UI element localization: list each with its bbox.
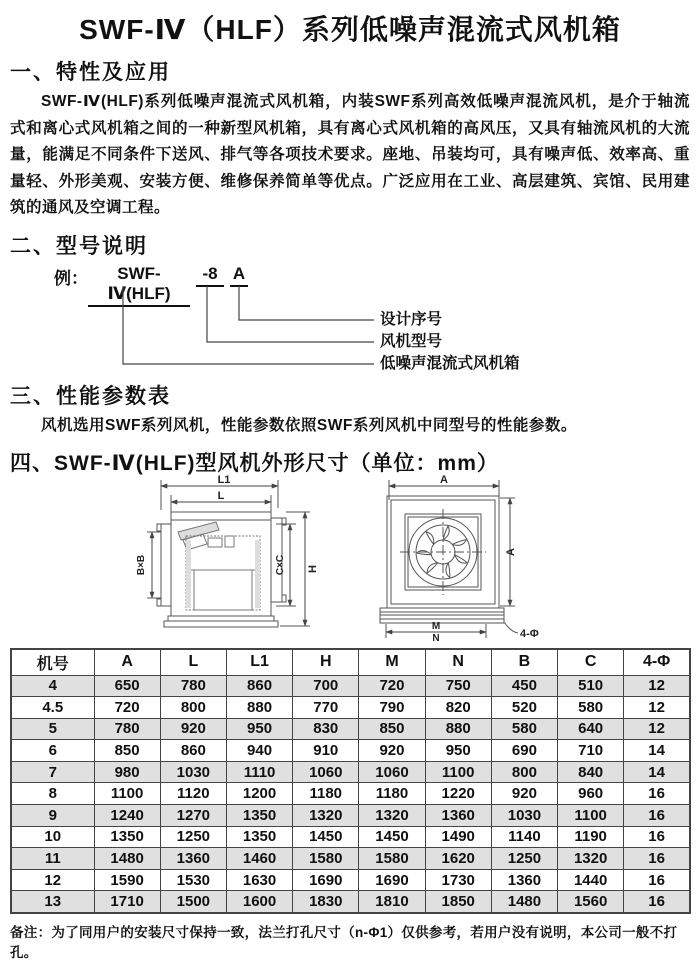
dimension-table [10, 648, 691, 914]
section-3-body: 风机选用SWF系列风机，性能参数依照SWF系列风机中同型号的性能参数。 [41, 416, 577, 434]
dimension-drawings [0, 474, 700, 646]
table-cell: 1440 [558, 869, 624, 891]
table-cell: 1480 [491, 891, 557, 913]
table-cell: 1480 [94, 848, 160, 870]
table-cell: 1360 [491, 869, 557, 891]
table-cell: 1560 [558, 891, 624, 913]
table-row [11, 783, 690, 805]
table-cell: 1220 [425, 783, 491, 805]
table-cell: 1100 [558, 805, 624, 827]
table-cell: 1060 [293, 761, 359, 783]
table-cell: 12 [624, 718, 690, 740]
table-cell: 580 [558, 697, 624, 719]
dim-label-holes: 4-Φ [520, 628, 539, 640]
label-design-serial: 设计序号 [380, 310, 443, 328]
table-cell: 1580 [359, 848, 425, 870]
table-row [11, 891, 690, 913]
label-box-name: 低噪声混流式风机箱 [380, 354, 520, 372]
table-cell: 1030 [160, 761, 226, 783]
table-row [11, 675, 690, 697]
table-cell: 1850 [425, 891, 491, 913]
table-row [11, 805, 690, 827]
table-cell: 1100 [425, 761, 491, 783]
table-row [11, 869, 690, 891]
table-cell: 7 [11, 761, 94, 783]
table-cell: 1190 [558, 826, 624, 848]
table-cell: 1320 [293, 805, 359, 827]
table-row [11, 718, 690, 740]
table-cell: 12 [11, 869, 94, 891]
table-cell: 1590 [94, 869, 160, 891]
table-cell: 580 [491, 718, 557, 740]
table-cell: 950 [226, 718, 292, 740]
table-cell: 950 [425, 740, 491, 762]
table-cell: 700 [293, 675, 359, 697]
table-cell: 830 [293, 718, 359, 740]
table-cell: 1320 [558, 848, 624, 870]
table-cell: 1200 [226, 783, 292, 805]
table-row [11, 740, 690, 762]
table-cell: 1350 [226, 805, 292, 827]
section-2-heading: 二、型号说明 [10, 234, 148, 258]
table-cell: 790 [359, 697, 425, 719]
table-cell: 880 [226, 697, 292, 719]
table-cell: 720 [94, 697, 160, 719]
table-cell: 1450 [359, 826, 425, 848]
model-leader-lines [0, 262, 700, 372]
table-cell: 1530 [160, 869, 226, 891]
table-cell: 1360 [425, 805, 491, 827]
col-header-holes: 4-Φ [624, 649, 690, 675]
dim-label-l1: L1 [217, 474, 231, 486]
table-cell: 16 [624, 826, 690, 848]
table-cell: 770 [293, 697, 359, 719]
table-cell: 510 [558, 675, 624, 697]
table-row [11, 761, 690, 783]
table-cell: 16 [624, 869, 690, 891]
table-cell: 650 [94, 675, 160, 697]
table-cell: 4 [11, 675, 94, 697]
dim-label-l: L [217, 490, 225, 502]
table-cell: 1180 [359, 783, 425, 805]
table-cell: 800 [491, 761, 557, 783]
table-cell: 1120 [160, 783, 226, 805]
col-header-h: H [293, 649, 359, 675]
table-cell: 780 [94, 718, 160, 740]
table-cell: 880 [425, 718, 491, 740]
table-cell: 5 [11, 718, 94, 740]
section-3-heading: 三、性能参数表 [10, 384, 171, 408]
col-header-l: L [160, 649, 226, 675]
model-segment-series: SWF-Ⅳ(HLF) [88, 264, 190, 307]
table-cell: 860 [226, 675, 292, 697]
table-cell: 1690 [293, 869, 359, 891]
table-row [11, 848, 690, 870]
table-cell: 16 [624, 848, 690, 870]
section-1-heading: 一、特性及应用 [10, 61, 171, 84]
table-header-row [11, 649, 690, 675]
section-1-body: SWF-Ⅳ(HLF)系列低噪声混流式风机箱，内装SWF系列高效低噪声混流风机，是介于轴流式和离心式风机箱之间的一种新型风机箱，具有离心式风机箱的高风压，又具有轴流风机的大流量，能满足不同条件下送风、排气等各项技术要求。座地、吊装均可，具有噪声低、效率高、重量轻、外形美观、安装方便、维修保养简单等优点。广泛应用在工业、高层建筑、宾馆、民用建筑的通风及空调工程。 [10, 93, 690, 216]
model-code-diagram [0, 262, 700, 372]
dim-label-n: N [432, 633, 440, 644]
col-header-n: N [425, 649, 491, 675]
dim-label-a-side: A [505, 548, 517, 556]
page-title: SWF-Ⅳ（HLF）系列低噪声混流式风机箱 [79, 14, 621, 45]
col-header-b: B [491, 649, 557, 675]
table-cell: 11 [11, 848, 94, 870]
table-cell: 960 [558, 783, 624, 805]
table-cell: 13 [11, 891, 94, 913]
dim-label-bxb: B×B [136, 554, 147, 576]
table-cell: 4.5 [11, 697, 94, 719]
table-cell: 450 [491, 675, 557, 697]
table-cell: 1620 [425, 848, 491, 870]
table-cell: 1600 [226, 891, 292, 913]
model-segment-size: -8 [196, 264, 224, 287]
dim-label-h: H [307, 565, 319, 573]
table-cell: 1100 [94, 783, 160, 805]
table-cell: 1690 [359, 869, 425, 891]
table-cell: 9 [11, 805, 94, 827]
col-header-a: A [94, 649, 160, 675]
table-cell: 1360 [160, 848, 226, 870]
table-cell: 1250 [160, 826, 226, 848]
table-cell: 640 [558, 718, 624, 740]
dim-label-cxc: C×C [275, 554, 286, 576]
table-cell: 920 [160, 718, 226, 740]
table-cell: 710 [558, 740, 624, 762]
table-cell: 1450 [293, 826, 359, 848]
footnote: 备注：为了同用户的安装尺寸保持一致，法兰打孔尺寸（n-Φ1）仅供参考，若用户没有说明，本公司一般不打孔。 [10, 924, 678, 960]
table-cell: 10 [11, 826, 94, 848]
table-cell: 1500 [160, 891, 226, 913]
table-cell: 1030 [491, 805, 557, 827]
table-cell: 1320 [359, 805, 425, 827]
col-header-c: C [558, 649, 624, 675]
model-example-prefix: 例： [54, 268, 88, 288]
table-cell: 820 [425, 697, 491, 719]
table-cell: 12 [624, 675, 690, 697]
table-cell: 16 [624, 891, 690, 913]
dimension-table-body [11, 675, 690, 913]
dimension-table-header [11, 649, 690, 675]
table-cell: 1830 [293, 891, 359, 913]
label-fan-model: 风机型号 [380, 332, 443, 350]
table-cell: 16 [624, 783, 690, 805]
table-cell: 1110 [226, 761, 292, 783]
table-cell: 1810 [359, 891, 425, 913]
table-cell: 12 [624, 697, 690, 719]
table-cell: 750 [425, 675, 491, 697]
table-cell: 840 [558, 761, 624, 783]
table-cell: 800 [160, 697, 226, 719]
table-cell: 1730 [425, 869, 491, 891]
table-cell: 1060 [359, 761, 425, 783]
table-cell: 1490 [425, 826, 491, 848]
table-cell: 980 [94, 761, 160, 783]
col-header-m: M [359, 649, 425, 675]
table-cell: 6 [11, 740, 94, 762]
table-cell: 850 [94, 740, 160, 762]
section-4-heading: 四、SWF-Ⅳ(HLF)型风机外形尺寸（单位：mm） [10, 452, 499, 475]
table-row [11, 826, 690, 848]
model-segment-revision: A [230, 264, 248, 287]
side-view-drawing [128, 474, 373, 646]
table-cell: 520 [491, 697, 557, 719]
table-cell: 1710 [94, 891, 160, 913]
dim-label-m: M [431, 621, 441, 632]
table-cell: 910 [293, 740, 359, 762]
table-cell: 940 [226, 740, 292, 762]
table-cell: 1460 [226, 848, 292, 870]
table-cell: 16 [624, 805, 690, 827]
table-cell: 14 [624, 761, 690, 783]
table-cell: 1240 [94, 805, 160, 827]
table-cell: 720 [359, 675, 425, 697]
table-cell: 860 [160, 740, 226, 762]
table-cell: 1180 [293, 783, 359, 805]
col-header-size: 机号 [11, 649, 94, 675]
table-cell: 920 [491, 783, 557, 805]
table-row [11, 697, 690, 719]
table-cell: 780 [160, 675, 226, 697]
table-cell: 14 [624, 740, 690, 762]
table-cell: 1140 [491, 826, 557, 848]
table-cell: 1350 [94, 826, 160, 848]
dim-label-a-top: A [440, 474, 448, 486]
table-cell: 1250 [491, 848, 557, 870]
table-cell: 8 [11, 783, 94, 805]
table-cell: 1350 [226, 826, 292, 848]
table-cell: 1270 [160, 805, 226, 827]
col-header-l1: L1 [226, 649, 292, 675]
table-cell: 1580 [293, 848, 359, 870]
table-cell: 850 [359, 718, 425, 740]
table-cell: 920 [359, 740, 425, 762]
front-view-drawing [372, 474, 637, 646]
table-cell: 690 [491, 740, 557, 762]
table-cell: 1630 [226, 869, 292, 891]
